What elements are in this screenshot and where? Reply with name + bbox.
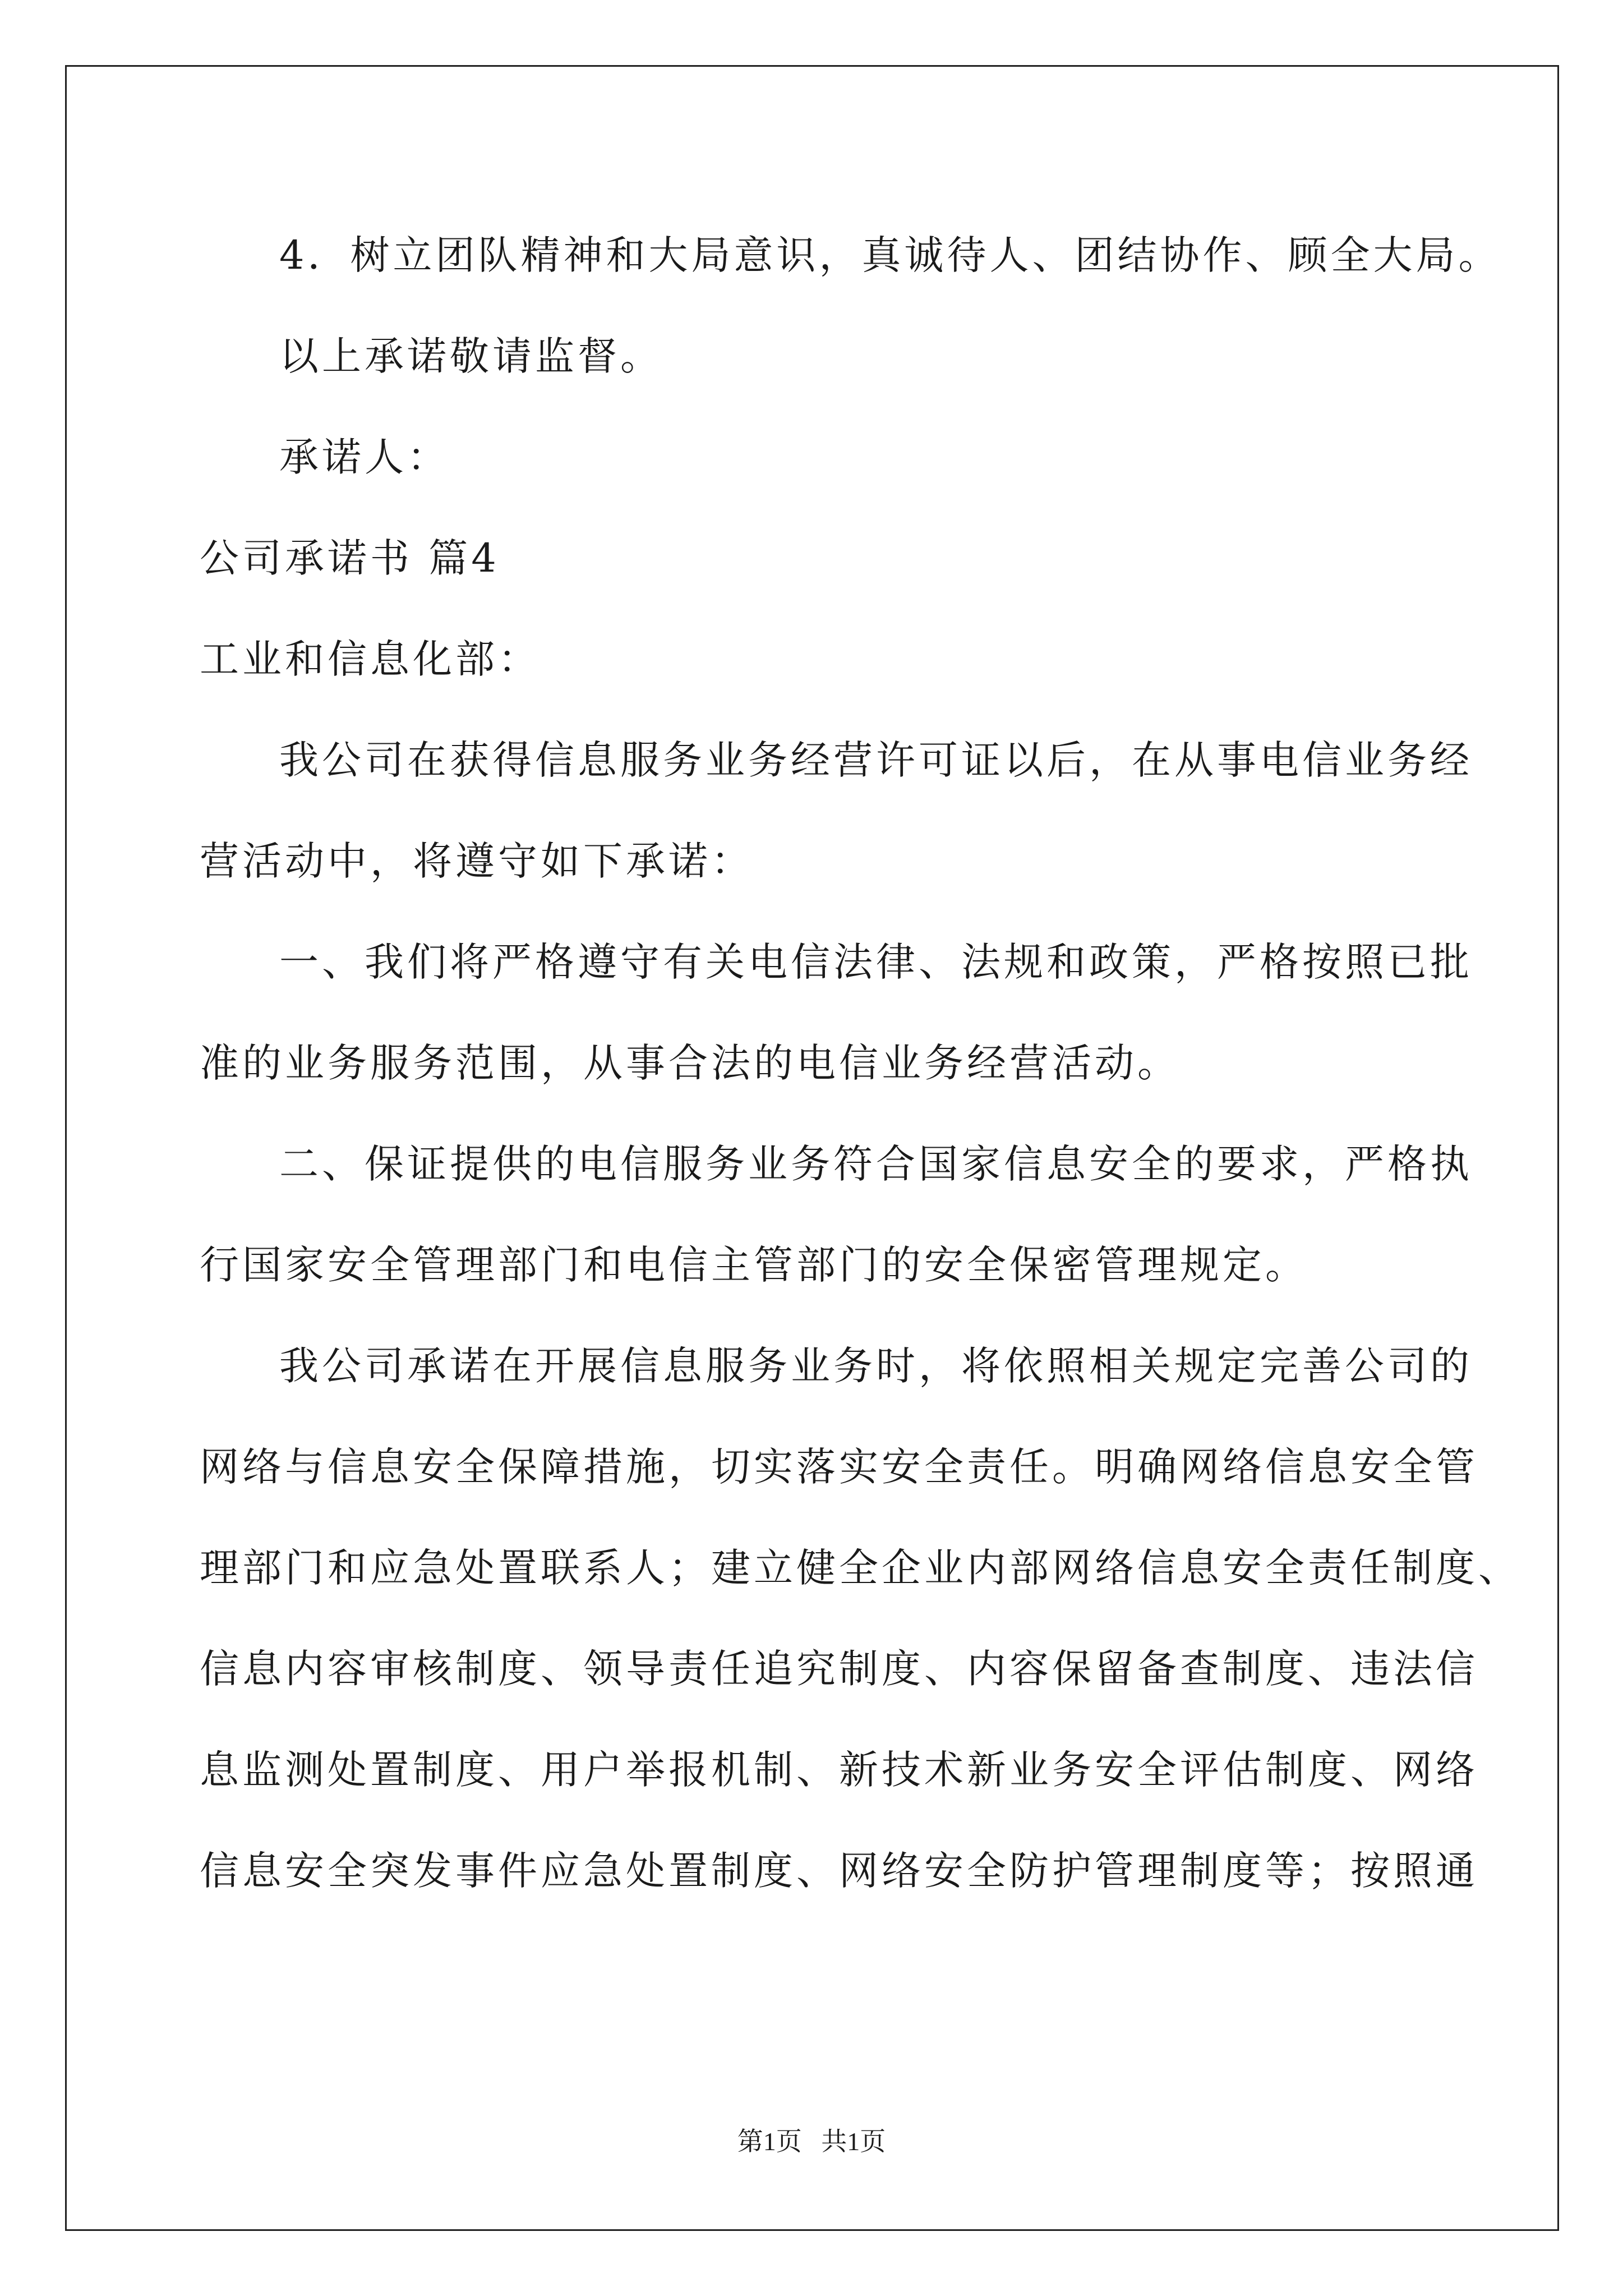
- paragraph-line: 以上承诺敬请监督。: [279, 333, 663, 379]
- signature-label: 承诺人：: [279, 434, 450, 480]
- paragraph-line: 我公司承诺在开展信息服务业务时，将依照相关规定完善公司的: [279, 1343, 1473, 1389]
- paragraph-line: 准的业务服务范围，从事合法的电信业务经营活动。: [200, 1040, 1180, 1086]
- paragraph-line: 二、保证提供的电信服务业务符合国家信息安全的要求，严格执: [279, 1141, 1473, 1187]
- paragraph-line: 信息安全突发事件应急处置制度、网络安全防护管理制度等；按照通: [200, 1848, 1478, 1894]
- paragraph-line: 营活动中，将遵守如下承诺：: [200, 838, 754, 884]
- paragraph-line: 网络与信息安全保障措施，切实落实安全责任。明确网络信息安全管: [200, 1444, 1478, 1490]
- addressee: 工业和信息化部：: [200, 636, 541, 682]
- section-heading: 公司承诺书 篇4: [200, 535, 500, 581]
- page-number-footer: 第1页 共1页: [737, 2127, 886, 2156]
- paragraph-line: 4．树立团队精神和大局意识，真诚待人、团结协作、顾全大局。: [279, 232, 1501, 278]
- paragraph-line: 行国家安全管理部门和电信主管部门的安全保密管理规定。: [200, 1242, 1308, 1288]
- paragraph-line: 一、我们将严格遵守有关电信法律、法规和政策，严格按照已批: [279, 939, 1473, 985]
- paragraph-line: 信息内容审核制度、领导责任追究制度、内容保留备查制度、违法信: [200, 1646, 1478, 1692]
- paragraph-line: 息监测处置制度、用户举报机制、新技术新业务安全评估制度、网络: [200, 1747, 1478, 1793]
- paragraph-line: 我公司在获得信息服务业务经营许可证以后，在从事电信业务经: [279, 737, 1473, 783]
- paragraph-line: 理部门和应急处置联系人；建立健全企业内部网络信息安全责任制度、: [200, 1545, 1521, 1591]
